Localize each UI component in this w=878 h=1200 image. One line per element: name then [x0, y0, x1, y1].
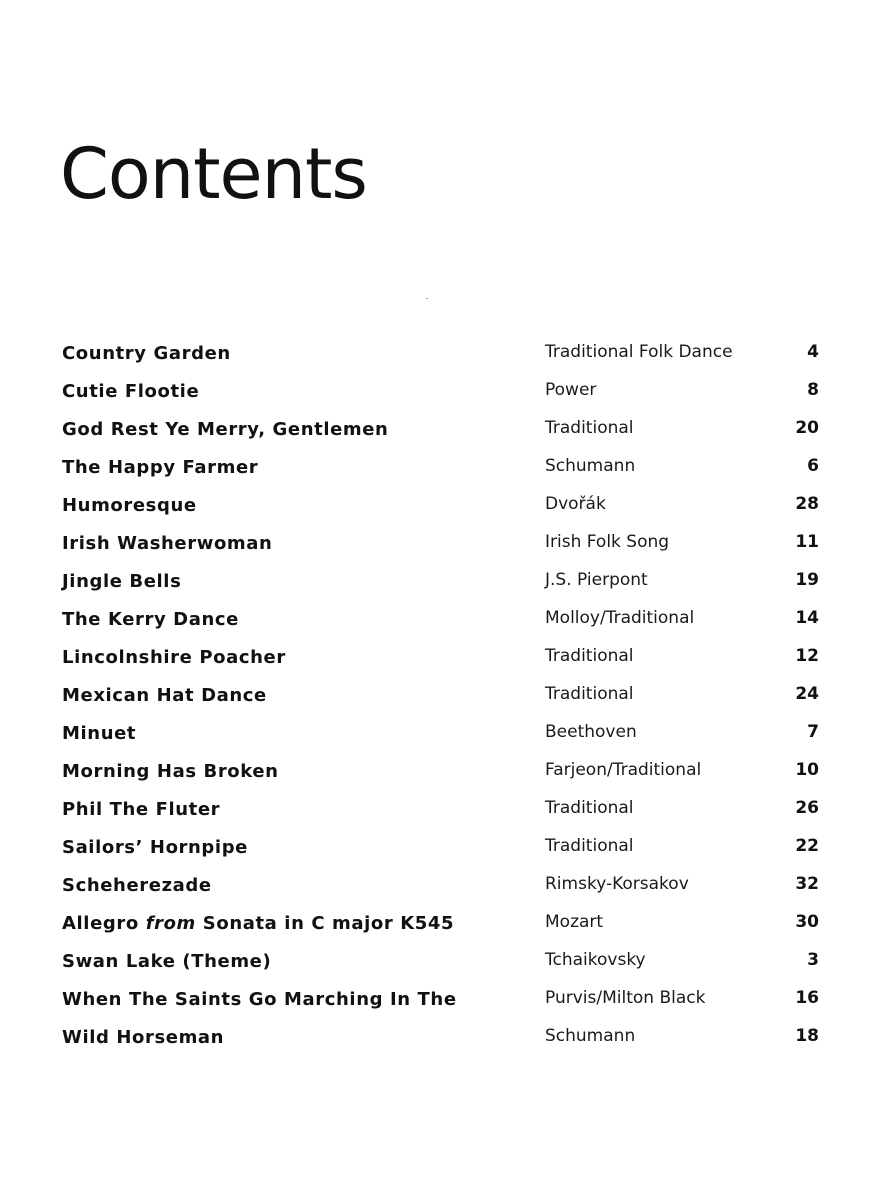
page-number: 19	[795, 570, 819, 590]
page-title: Contents	[60, 133, 367, 215]
piece-title-part: Allegro	[62, 913, 146, 934]
page-number: 4	[807, 342, 819, 362]
composer: Traditional Folk Dance	[545, 342, 733, 362]
page-number: 3	[807, 950, 819, 970]
composer: Tchaikovsky	[545, 950, 646, 970]
composer: Traditional	[545, 684, 634, 704]
piece-title: Irish Washerwoman	[62, 533, 273, 554]
piece-title: When The Saints Go Marching In The	[62, 989, 457, 1010]
contents-entry	[62, 678, 822, 716]
page-number: 10	[795, 760, 819, 780]
composer: Dvořák	[545, 494, 606, 514]
page-number: 32	[795, 874, 819, 894]
contents-entry	[62, 412, 822, 450]
piece-title-part: Sonata in C major K545	[195, 913, 455, 934]
contents-entry	[62, 868, 822, 906]
page-number: 30	[795, 912, 819, 932]
contents-entry	[62, 982, 822, 1020]
piece-title-part: from	[145, 913, 196, 934]
piece-title: Scheherezade	[62, 875, 212, 896]
contents-entry	[62, 754, 822, 792]
contents-entry	[62, 944, 822, 982]
piece-title: Lincolnshire Poacher	[62, 647, 286, 668]
piece-title	[62, 913, 454, 934]
page-number: 6	[807, 456, 819, 476]
contents-entry	[62, 1020, 822, 1058]
composer: J.S. Pierpont	[545, 570, 648, 590]
page-number: 18	[795, 1026, 819, 1046]
page-number: 22	[795, 836, 819, 856]
paper-speck	[426, 298, 428, 299]
composer: Schumann	[545, 456, 636, 476]
contents-entry	[62, 716, 822, 754]
page-number: 7	[807, 722, 819, 742]
contents-entry	[62, 564, 822, 602]
contents-entry	[62, 640, 822, 678]
piece-title: Phil The Fluter	[62, 799, 221, 820]
contents-entry	[62, 830, 822, 868]
page-number: 8	[807, 380, 819, 400]
composer: Schumann	[545, 1026, 636, 1046]
piece-title: Minuet	[62, 723, 137, 744]
page-number: 28	[795, 494, 819, 514]
contents-entry	[62, 526, 822, 564]
composer: Traditional	[545, 836, 634, 856]
page-number: 14	[795, 608, 819, 628]
piece-title: God Rest Ye Merry, Gentlemen	[62, 419, 389, 440]
page-number: 24	[795, 684, 819, 704]
page-number: 16	[795, 988, 819, 1008]
composer: Farjeon/Traditional	[545, 760, 702, 780]
piece-title: Mexican Hat Dance	[62, 685, 267, 706]
page-number: 20	[795, 418, 819, 438]
piece-title: The Happy Farmer	[62, 457, 259, 478]
contents-entry	[62, 450, 822, 488]
piece-title: Cutie Flootie	[62, 381, 200, 402]
composer: Beethoven	[545, 722, 637, 742]
contents-entry	[62, 792, 822, 830]
piece-title: Swan Lake (Theme)	[62, 951, 272, 972]
piece-title: Sailors’ Hornpipe	[62, 837, 248, 858]
contents-list	[62, 336, 822, 1058]
piece-title: Country Garden	[62, 343, 231, 364]
contents-entry	[62, 374, 822, 412]
composer: Traditional	[545, 646, 634, 666]
page-number: 11	[795, 532, 819, 552]
composer: Rimsky-Korsakov	[545, 874, 689, 894]
piece-title: The Kerry Dance	[62, 609, 239, 630]
composer: Purvis/Milton Black	[545, 988, 706, 1008]
composer: Traditional	[545, 418, 634, 438]
contents-entry	[62, 488, 822, 526]
piece-title: Humoresque	[62, 495, 197, 516]
page-number: 12	[795, 646, 819, 666]
page-number: 26	[795, 798, 819, 818]
composer: Molloy/Traditional	[545, 608, 695, 628]
contents-entry	[62, 336, 822, 374]
composer: Mozart	[545, 912, 604, 932]
piece-title: Jingle Bells	[62, 571, 182, 592]
piece-title: Morning Has Broken	[62, 761, 279, 782]
composer: Traditional	[545, 798, 634, 818]
composer: Power	[545, 380, 597, 400]
contents-entry	[62, 602, 822, 640]
contents-entry	[62, 906, 822, 944]
composer: Irish Folk Song	[545, 532, 670, 552]
piece-title: Wild Horseman	[62, 1027, 225, 1048]
